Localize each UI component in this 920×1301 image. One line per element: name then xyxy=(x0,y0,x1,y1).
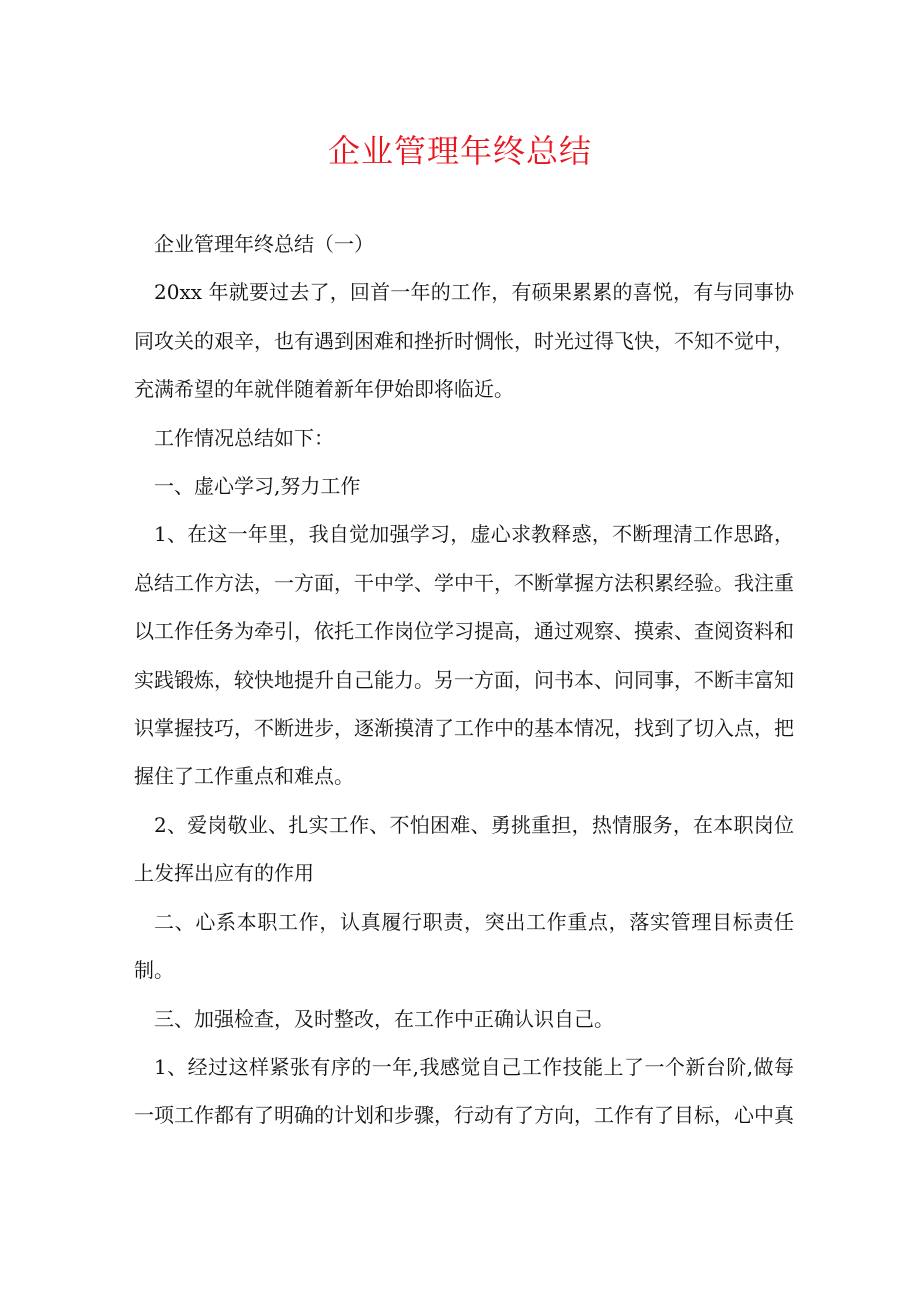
paragraph-item-1-1: 1、在这一年里，我自觉加强学习，虚心求教释惑，不断理清工作思路，总结工作方法，一方面，干中学、学中干，不断掌握方法积累经验。我注重以工作任务为牵引，依托工作岗位学习提高，通过观察、摸索、查阅资料和实践锻炼，较快地提升自己能力。另一方面，问书本、问同事，不断丰富知识掌握技巧，不断进步，逐渐摸清了工作中的基本情况，找到了切入点，把握住了工作重点和难点。 xyxy=(134,522,794,789)
section-heading-2: 二、心系本职工作，认真履行职责，突出工作重点，落实管理目标责任制。 xyxy=(134,909,794,983)
paragraph-item-1-2: 2、爱岗敬业、扎实工作、不怕困难、勇挑重担，热情服务，在本职岗位上发挥出应有的作用 xyxy=(134,812,794,886)
document-body xyxy=(134,220,794,1140)
paragraph-intro: 20xx 年就要过去了，回首一年的工作，有硕果累累的喜悦，有与同事协同攻关的艰辛，也有遇到困难和挫折时惆怅，时光过得飞快，不知不觉中，充满希望的年就伴随着新年伊始即将临近。 xyxy=(134,280,794,402)
section-heading-1: 一、虚心学习,努力工作 xyxy=(154,474,361,499)
paragraph-subtitle: 企业管理年终总结（一） xyxy=(154,232,374,256)
paragraph-item-3-1: 1、经过这样紧张有序的一年,我感觉自己工作技能上了一个新台阶,做每一项工作都有了明确的计划和步骤，行动有了方向，工作有了目标，心中真 xyxy=(134,1054,794,1128)
section-heading-3: 三、加强检查，及时整改，在工作中正确认识自己。 xyxy=(154,1006,614,1031)
document-title: 企业管理年终总结 xyxy=(327,132,592,170)
paragraph-summary-heading: 工作情况总结如下： xyxy=(154,425,334,450)
